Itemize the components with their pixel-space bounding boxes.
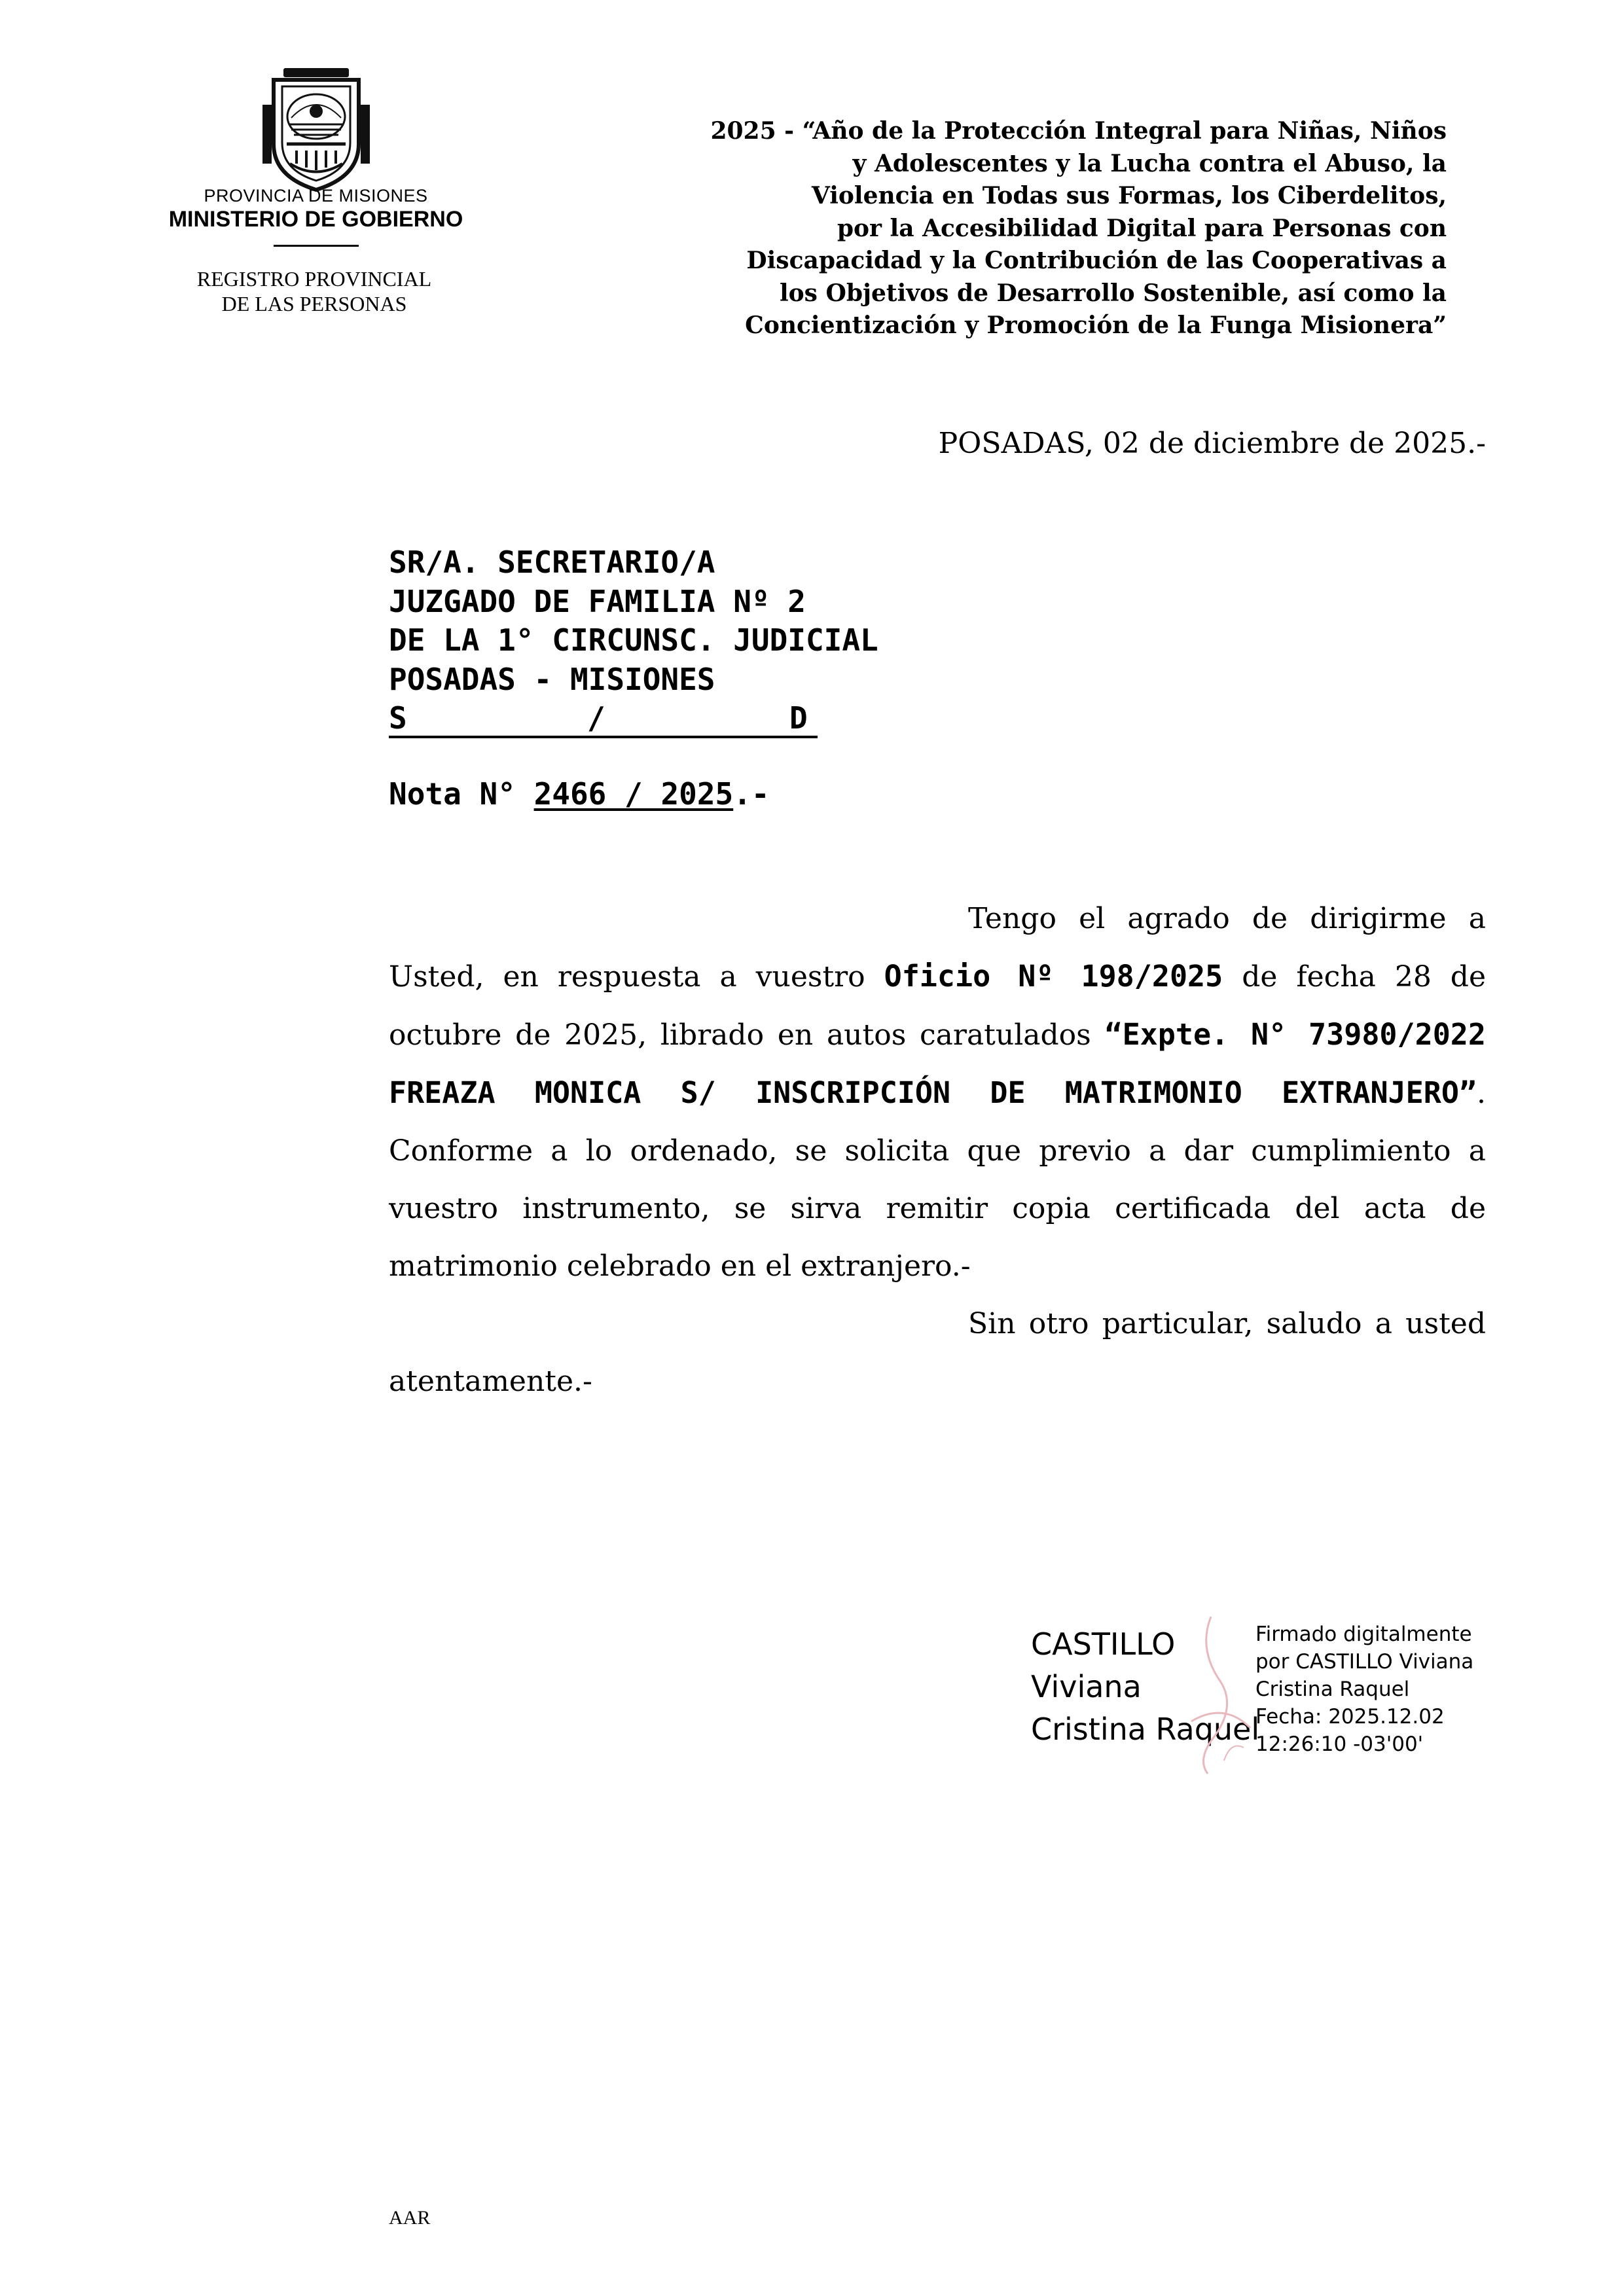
recipient-line: POSADAS - MISIONES <box>389 661 715 697</box>
sd-slash: / <box>587 700 605 736</box>
body-paragraph-2: Sin otro particular, saludo a usted atentamente.- <box>389 1307 1486 1398</box>
note-number: 2466 / 2025 <box>533 776 734 812</box>
sd-line <box>389 699 818 738</box>
recipient-line: SR/A. SECRETARIO/A <box>389 545 715 580</box>
body-paragraph-1 <box>389 890 1486 1295</box>
motto-line: Discapacidad y la Contribución de las Cooperativas a <box>746 247 1447 274</box>
recipient-line: JUZGADO DE FAMILIA Nº 2 <box>389 583 806 619</box>
recipient-line: DE LA 1° CIRCUNSC. JUDICIAL <box>389 622 878 658</box>
typist-initials: AAR <box>389 2207 431 2229</box>
recipient-block <box>389 543 878 738</box>
registry-name-line-2: DE LAS PERSONAS <box>221 292 407 315</box>
body-text: . Conforme a lo ordenado, se solicita que previo a dar cumplimiento a vuestro instrumento, se sirva remitir copia certificada del acta de matrimonio celebrado en el extranjero.- <box>389 1077 1486 1283</box>
letter-body <box>389 890 1486 1410</box>
motto-line: Concientización y Promoción de la Funga Misionera” <box>745 312 1447 339</box>
signature-details <box>1255 1621 1473 1758</box>
ministry-name: MINISTERIO DE GOBIERNO <box>168 207 463 232</box>
signature-info-line: por CASTILLO Viviana <box>1255 1650 1474 1674</box>
signer-name-line: Cristina Raquel <box>1031 1712 1260 1747</box>
body-text: de fecha 28 de octubre de 2025, librado en autos caratulados <box>389 960 1486 1052</box>
case-reference: “Expte. N° 73980/2022 FREAZA MONICA S/ INSCRIPCIÓN DE MATRIMONIO EXTRANJERO” <box>389 1017 1486 1110</box>
sd-d: D <box>789 700 808 736</box>
body-text: Tengo el agrado de dirigirme a Usted, en respuesta a vuestro <box>389 902 1486 994</box>
province-name: PROVINCIA DE MISIONES <box>204 186 428 206</box>
sd-s: S <box>389 700 407 736</box>
note-reference <box>389 776 770 812</box>
place-and-date: POSADAS, 02 de diciembre de 2025.- <box>938 427 1486 460</box>
registry-name-line-1: REGISTRO PROVINCIAL <box>196 267 432 291</box>
province-seal-icon <box>251 65 382 196</box>
motto-line: y Adolescentes y la Lucha contra el Abuso, la <box>852 149 1447 177</box>
motto-line: por la Accesibilidad Digital para Personas con <box>837 214 1447 242</box>
signature-info-line: Fecha: 2025.12.02 <box>1255 1705 1445 1729</box>
oficio-reference: Oficio Nº 198/2025 <box>884 959 1223 994</box>
note-suffix: .- <box>733 776 770 812</box>
ministry-divider <box>274 245 359 247</box>
motto-line: 2025 - “Año de la Protección Integral para Niñas, Niños <box>710 117 1447 145</box>
signer-name-line: Viviana <box>1031 1669 1142 1704</box>
motto-line: Violencia en Todas sus Formas, los Ciberdelitos, <box>811 182 1447 209</box>
year-motto <box>576 115 1447 342</box>
signer-name-line: CASTILLO <box>1031 1626 1176 1662</box>
signature-info-line: 12:26:10 -03'00' <box>1255 1732 1424 1756</box>
signature-info-line: Cristina Raquel <box>1255 1677 1410 1701</box>
motto-line: los Objetivos de Desarrollo Sostenible, así como la <box>779 279 1447 307</box>
signature-info-line: Firmado digitalmente <box>1255 1623 1472 1646</box>
note-prefix: Nota N° <box>389 776 516 812</box>
